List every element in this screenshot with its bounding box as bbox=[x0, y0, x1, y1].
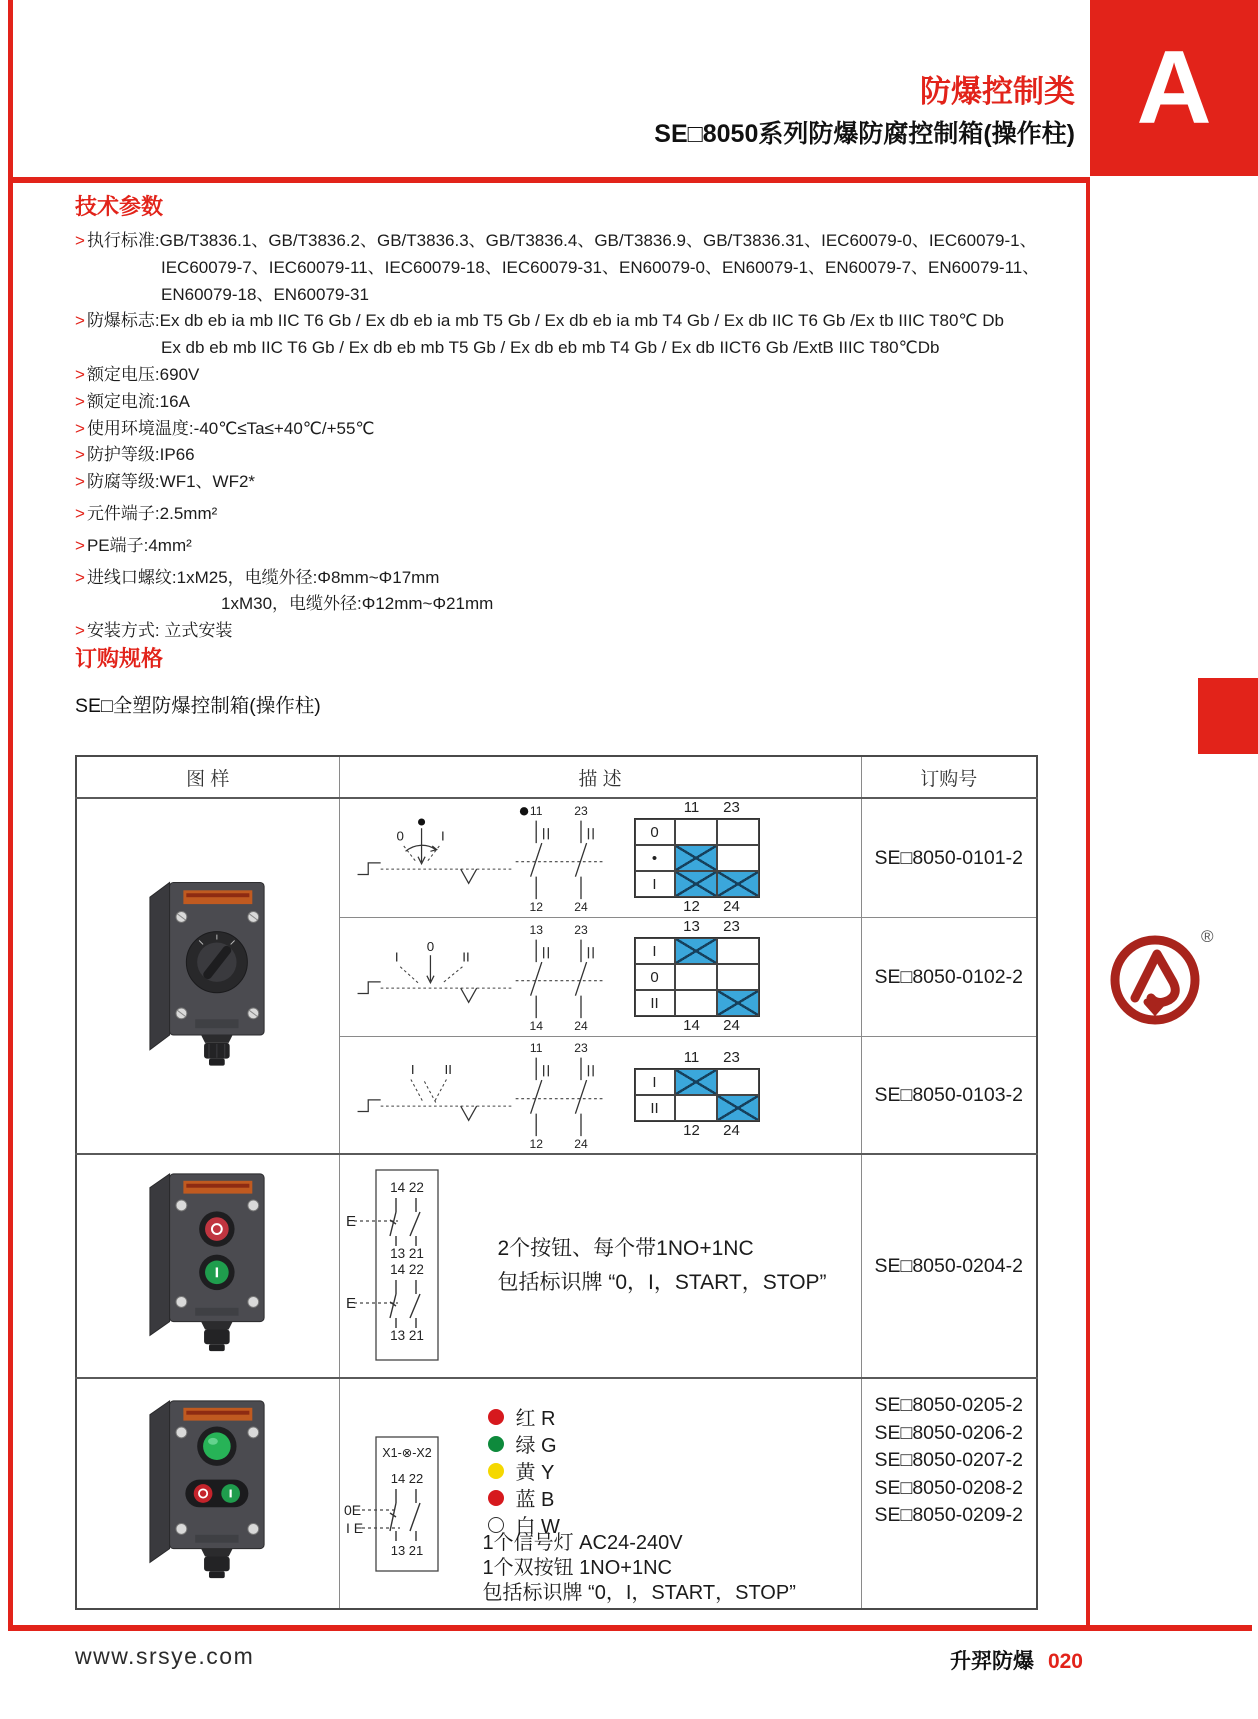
param-line: > 防爆标志:Ex db eb ia mb IIC T6 Gb / Ex db eb ia mb T5 Gb / Ex db eb ia mb T4 Gb / Ex db IIC T6 Gb /Ex tb IIIC T80℃ Db bbox=[75, 311, 1004, 331]
col-header-description: 描 述 bbox=[339, 756, 861, 798]
color-dot-green bbox=[488, 1436, 504, 1452]
contact-symbol bbox=[514, 1039, 606, 1151]
svg-text:I: I bbox=[410, 1062, 415, 1078]
color-dot-red bbox=[488, 1409, 504, 1425]
param-line: > 额定电流:16A bbox=[75, 391, 190, 411]
table-row bbox=[76, 798, 1037, 918]
svg-text:I E: I E bbox=[345, 1520, 363, 1536]
brand-name: 升羿防爆 bbox=[949, 1650, 1034, 1673]
contact-state-table: 11 23 I II 12 24 bbox=[634, 1049, 760, 1141]
tech-params-list bbox=[75, 228, 1080, 645]
table-row bbox=[76, 1378, 1037, 1609]
param-line: EN60079-18、EN60079-31 bbox=[161, 284, 369, 304]
legend-item: 绿 G bbox=[488, 1430, 560, 1457]
footer-website: www.srsye.com bbox=[75, 1643, 255, 1669]
svg-text:13 21: 13 21 bbox=[390, 1543, 423, 1558]
section-index-tab bbox=[1198, 678, 1258, 754]
order-number: SE□8050-0206-2 bbox=[874, 1421, 1023, 1444]
lamp-button-diagram bbox=[340, 1435, 452, 1575]
description-cell bbox=[339, 1378, 861, 1609]
param-line: > 额定电压:690V bbox=[75, 364, 200, 384]
circuit-diagram bbox=[340, 799, 861, 917]
svg-text:12: 12 bbox=[528, 1137, 543, 1151]
svg-text:II: II bbox=[444, 1062, 452, 1078]
svg-text:13 21: 13 21 bbox=[389, 1328, 424, 1343]
legend-item: 红 R bbox=[488, 1403, 560, 1430]
color-dot-yellow bbox=[488, 1463, 504, 1479]
lamp-color-legend bbox=[488, 1403, 560, 1538]
svg-text:I: I bbox=[440, 828, 445, 844]
contact-symbol bbox=[514, 802, 606, 914]
product-image-lamp-button bbox=[76, 1378, 339, 1609]
right-red-rule bbox=[1086, 177, 1090, 1631]
description-cell bbox=[339, 1037, 861, 1155]
product-image-two-buttons bbox=[76, 1154, 339, 1378]
svg-text:23: 23 bbox=[573, 923, 588, 938]
order-number: SE□8050-0209-2 bbox=[874, 1504, 1023, 1527]
legend-item: 黄 Y bbox=[488, 1457, 560, 1484]
circuit-diagram bbox=[340, 918, 861, 1036]
svg-text:0E: 0E bbox=[343, 1502, 361, 1518]
col-header-order-no: 订购号 bbox=[861, 756, 1037, 798]
order-number: SE□8050-0208-2 bbox=[874, 1476, 1023, 1499]
svg-text:0: 0 bbox=[396, 828, 404, 844]
param-line: 1xM30，电缆外径:Φ12mm~Φ21mm bbox=[221, 594, 494, 614]
param-line: IEC60079-7、IEC60079-11、IEC60079-18、IEC60079-31、EN60079-0、EN60079-1、EN60079-7、EN60079-11、 bbox=[161, 257, 1040, 277]
section-letter: A bbox=[1136, 30, 1212, 146]
svg-text:14: 14 bbox=[528, 1019, 543, 1033]
svg-text:13 21: 13 21 bbox=[389, 1246, 424, 1261]
contact-symbol bbox=[514, 921, 606, 1033]
param-line: Ex db eb mb IIC T6 Gb / Ex db eb mb T5 Gb / Ex db eb mb T4 Gb / Ex db IICT6 Gb /ExtB IIIC T80℃Db bbox=[161, 338, 940, 358]
svg-text:24: 24 bbox=[573, 900, 588, 914]
registered-mark: ® bbox=[1201, 927, 1214, 946]
svg-text:14 22: 14 22 bbox=[389, 1262, 424, 1277]
svg-text:14 22: 14 22 bbox=[390, 1471, 423, 1486]
param-line: > PE端子:4mm² bbox=[75, 535, 192, 555]
legend-item: 蓝 B bbox=[488, 1484, 560, 1511]
dual-pushbutton-diagram bbox=[340, 1168, 450, 1364]
order-number: SE□8050-0205-2 bbox=[874, 1394, 1023, 1417]
category-title: 防爆控制类 bbox=[920, 74, 1075, 109]
page-number: 020 bbox=[1047, 1650, 1083, 1673]
svg-text:I: I bbox=[394, 949, 399, 965]
description-text: 2个按钮、每个带1NO+1NC 包括标识牌 “0，I，START，STOP” bbox=[497, 1237, 827, 1294]
product-image-rotary-box bbox=[76, 798, 339, 1154]
order-number-list bbox=[861, 1378, 1037, 1609]
table-row bbox=[76, 1154, 1037, 1378]
svg-text:23: 23 bbox=[573, 1041, 588, 1056]
svg-text:12: 12 bbox=[528, 900, 543, 914]
order-number: SE□8050-0204-2 bbox=[861, 1154, 1037, 1378]
param-line: > 安装方式: 立式安装 bbox=[75, 621, 233, 641]
svg-text:11: 11 bbox=[529, 1041, 542, 1056]
param-line: > 执行标准:GB/T3836.1、GB/T3836.2、GB/T3836.3、GB/T3836.4、GB/T3836.9、GB/T3836.31、IEC60079-0、IEC60079-1、 bbox=[75, 231, 1037, 250]
description-cell bbox=[339, 798, 861, 918]
svg-text:11: 11 bbox=[529, 804, 542, 819]
brand-logo bbox=[1105, 920, 1217, 1028]
contact-state-table: 11 23 0 • I 12 24 bbox=[634, 799, 760, 917]
left-red-bar bbox=[8, 0, 13, 1631]
order-spec-subtitle: SE□全塑防爆控制箱(操作柱) bbox=[75, 695, 321, 717]
selector-switch-symbol bbox=[354, 802, 514, 914]
param-line: > 防腐等级:WF1、WF2* bbox=[75, 472, 256, 492]
lamp-button-box-image bbox=[144, 1395, 272, 1587]
table-header-row bbox=[76, 756, 1037, 798]
push-button-box-image bbox=[144, 1168, 272, 1360]
order-number: SE□8050-0103-2 bbox=[861, 1037, 1037, 1155]
footer-brand bbox=[950, 1645, 1083, 1675]
order-number: SE□8050-0207-2 bbox=[874, 1449, 1023, 1472]
svg-text:II: II bbox=[461, 949, 470, 965]
svg-text:24: 24 bbox=[573, 1137, 588, 1151]
order-number: SE□8050-0101-2 bbox=[861, 798, 1037, 918]
param-line: > 使用环境温度:-40℃≤Ta≤+40℃/+55℃ bbox=[75, 418, 375, 438]
svg-text:13: 13 bbox=[528, 923, 543, 938]
tech-params-heading: 技术参数 bbox=[75, 194, 164, 219]
description-cell bbox=[339, 1154, 861, 1378]
svg-text:24: 24 bbox=[573, 1019, 588, 1033]
circuit-diagram bbox=[340, 1039, 861, 1151]
header-divider-line bbox=[10, 177, 1087, 183]
legend-item: 白 W bbox=[488, 1511, 560, 1538]
svg-text:14 22: 14 22 bbox=[389, 1180, 424, 1195]
page-title: SE□8050系列防爆防腐控制箱(操作柱) bbox=[654, 120, 1075, 148]
param-line: > 进线口螺纹:1xM25，电缆外径:Φ8mm~Φ17mm bbox=[75, 567, 440, 587]
footer-divider-line bbox=[10, 1625, 1252, 1631]
contact-state-table: 13 23 I 0 II 14 24 bbox=[634, 918, 760, 1036]
svg-text:X1-⊗-X2: X1-⊗-X2 bbox=[381, 1446, 432, 1460]
section-letter-badge bbox=[1090, 0, 1258, 176]
order-number: SE□8050-0102-2 bbox=[861, 918, 1037, 1037]
description-text: 1个信号灯 AC24-240V 1个双按钮 1NO+1NC 包括标识牌 “0，I，START，STOP” bbox=[482, 1532, 796, 1604]
order-spec-heading: 订购规格 bbox=[75, 646, 164, 671]
selector-switch-symbol bbox=[354, 1039, 514, 1151]
svg-text:23: 23 bbox=[573, 804, 588, 819]
selector-switch-symbol bbox=[354, 921, 514, 1033]
description-cell bbox=[339, 918, 861, 1037]
svg-text:E: E bbox=[345, 1295, 356, 1312]
order-table bbox=[75, 755, 1038, 1610]
col-header-picture: 图 样 bbox=[76, 756, 339, 798]
color-dot-blue bbox=[488, 1490, 504, 1506]
svg-text:0: 0 bbox=[426, 938, 434, 954]
param-line: > 防护等级:IP66 bbox=[75, 445, 195, 465]
rotary-control-box-image bbox=[144, 875, 272, 1073]
svg-text:E: E bbox=[345, 1213, 356, 1230]
param-line: > 元件端子:2.5mm² bbox=[75, 503, 218, 523]
